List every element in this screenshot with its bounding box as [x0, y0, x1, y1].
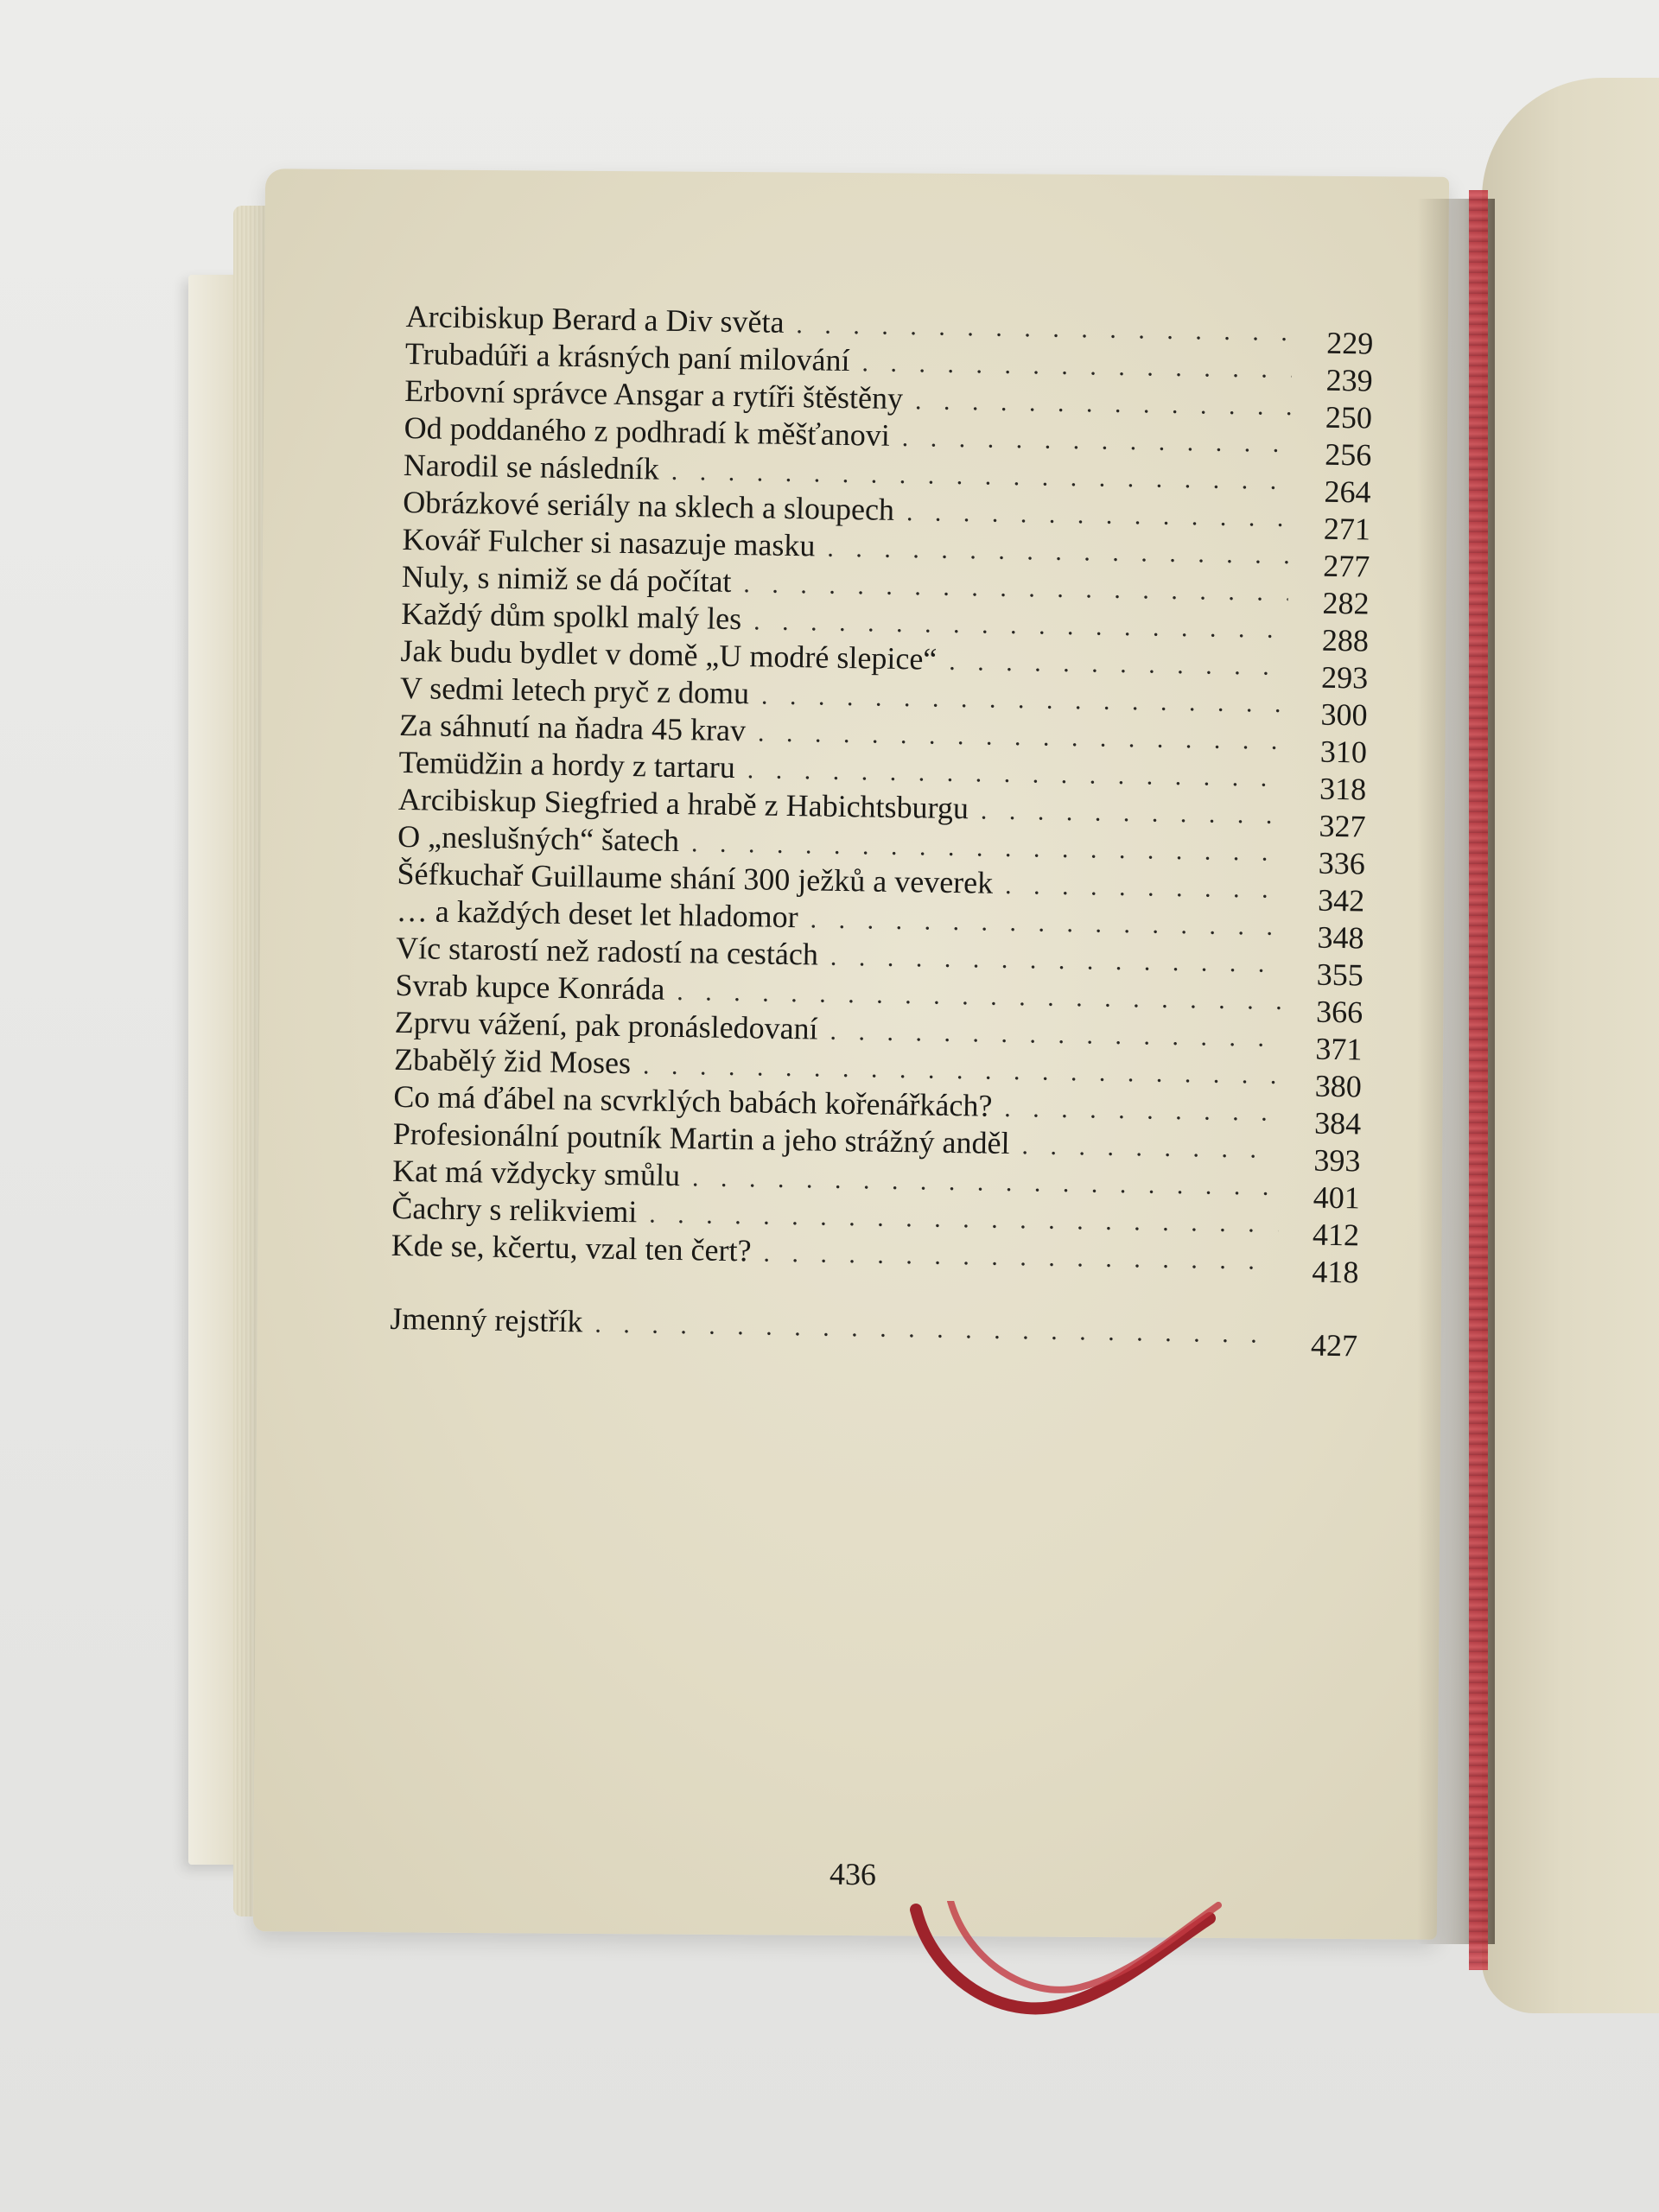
toc-entry-page: 418 [1312, 1254, 1359, 1290]
toc-entry-title: Narodil se následník [403, 447, 660, 486]
toc-entry-title: Temüdžin a hordy z tartaru [398, 744, 736, 785]
toc-entry-title: Obrázkové seriály na sklech a sloupech [402, 484, 895, 527]
toc-entry-title: Čachry s relikviemi [391, 1190, 638, 1230]
toc-entry-title: Za sáhnutí na ňadra 45 krav [398, 707, 747, 748]
toc-entry-page: 380 [1314, 1068, 1363, 1104]
toc-leader-dots [1005, 867, 1284, 908]
toc-entry-title: Jak budu bydlet v domě „U modré slepice“ [400, 632, 938, 677]
right-page [1482, 78, 1659, 2013]
headband [1469, 190, 1488, 1970]
toc-entry-page: 427 [1310, 1327, 1358, 1363]
toc-entry-page: 293 [1320, 659, 1369, 696]
toc-entry-page: 393 [1313, 1142, 1361, 1179]
toc-entry-page: 271 [1323, 511, 1371, 547]
toc-entry-page: 264 [1324, 474, 1371, 510]
toc-entry-title: Kat má vždycky smůlu [391, 1153, 681, 1193]
toc-entry-title: O „neslušných“ šatech [397, 818, 680, 859]
toc-entry-page: 229 [1326, 325, 1374, 361]
toc-leader-dots [906, 493, 1290, 537]
toc-entry-title: Šéfkuchař Guillaume shání 300 ježků a veverek [397, 855, 994, 900]
toc-entry-page: 288 [1321, 622, 1370, 658]
toc-entry-page: 310 [1319, 734, 1368, 770]
toc-entry-page: 327 [1319, 808, 1366, 844]
toc-entry-page: 239 [1325, 362, 1373, 398]
toc-entry-page: 256 [1324, 436, 1372, 473]
toc-entry-title: Každý dům spolkl malý les [400, 595, 742, 637]
toc-leader-dots [981, 792, 1285, 835]
toc-entry-title: Svrab kupce Konráda [395, 967, 665, 1007]
toc-entry-page: 342 [1317, 882, 1365, 918]
toc-entry-title: V sedmi letech pryč z domu [399, 670, 750, 711]
toc-entry-title: Zbabělý žid Moses [393, 1041, 632, 1081]
toc-entry-title: Víc starostí než radostí na cestách [395, 930, 819, 972]
page-number: 436 [829, 1856, 877, 1892]
ribbon-bookmark [899, 1901, 1227, 2039]
toc-leader-dots [1021, 1127, 1280, 1168]
toc-entry-page: 371 [1315, 1031, 1363, 1067]
toc-entry-title: Co má ďábel na scvrklých babách kořenářkách? [393, 1078, 993, 1123]
toc-entry-page: 318 [1319, 771, 1367, 807]
toc-entry-page: 401 [1313, 1179, 1361, 1216]
toc-entry-page: 366 [1315, 994, 1363, 1030]
toc-entry-title: Arcibiskup Siegfried a hrabě z Habichtsburgu [397, 781, 969, 826]
toc-entry-title: Nuly, s nimiž se dá počítat [401, 558, 732, 599]
table-of-contents [390, 298, 1374, 1363]
toc-entry-title: Arcibiskup Berard a Div světa [405, 298, 785, 340]
toc-entry-title: Erbovní správce Ansgar a rytíři štěstěny [404, 372, 904, 416]
toc-entry-page: 412 [1312, 1217, 1360, 1253]
toc-entry-page: 355 [1316, 957, 1364, 993]
toc-leader-dots [1004, 1090, 1281, 1131]
toc-entry-page: 336 [1318, 845, 1366, 881]
toc-entry-title: Kovář Fulcher si nasazuje masku [402, 521, 816, 563]
toc-entry-page: 384 [1313, 1105, 1362, 1141]
toc-entry-title: … a každých deset let hladomor [396, 893, 798, 935]
toc-leader-dots [901, 419, 1290, 462]
toc-entry-page: 300 [1320, 696, 1368, 733]
toc-leader-dots [915, 382, 1292, 425]
toc-entry-title: Od poddaného z podhradí k měšťanovi [404, 410, 891, 453]
toc-entry-title: Zprvu vážení, pak pronásledovaní [394, 1004, 818, 1046]
toc-entry-title: Trubadúři a krásných paní milování [404, 335, 850, 378]
toc-leader-dots [949, 643, 1287, 685]
toc-entry-page: 282 [1322, 585, 1370, 621]
toc-entry-title: Jmenný rejstřík [390, 1300, 583, 1339]
toc-entry-page: 348 [1317, 919, 1364, 956]
toc-entry-page: 250 [1325, 399, 1373, 435]
toc-entry-page: 277 [1322, 548, 1370, 584]
toc-entry-title: Kde se, kčertu, vzal ten čert? [391, 1227, 752, 1268]
toc-entry-title: Profesionální poutník Martin a jeho strážný anděl [392, 1116, 1010, 1161]
